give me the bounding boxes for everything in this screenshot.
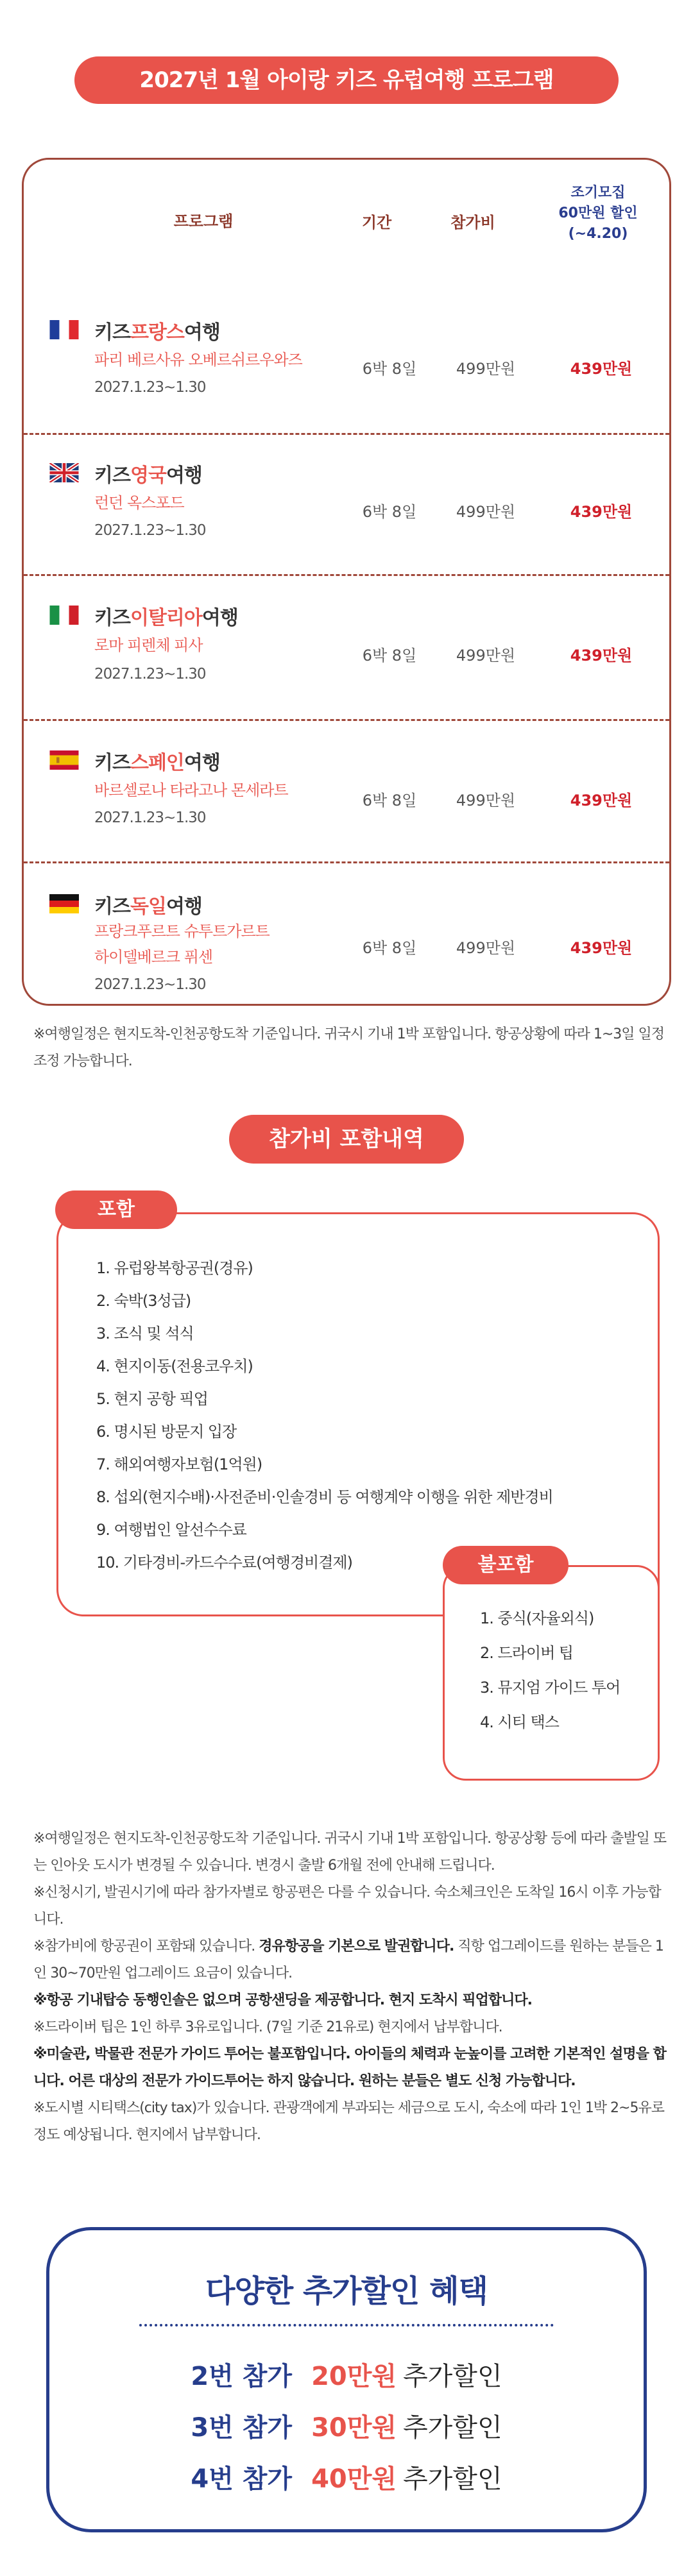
row-period: 6박 8일 (362, 647, 417, 665)
excluded-label: 불포함 (443, 1546, 569, 1584)
spain-flag-icon (49, 750, 79, 770)
row-fee: 499만원 (456, 939, 516, 957)
header-period: 기간 (361, 214, 392, 232)
header-program: 프로그램 (173, 212, 234, 230)
row-fee: 499만원 (456, 647, 516, 665)
row-title: 키즈영국여행 (94, 464, 202, 487)
row-date: 2027.1.23~1.30 (94, 976, 206, 993)
table-row (24, 433, 669, 574)
france-flag-icon (49, 320, 79, 339)
row-cities: 런던 옥스포드 (94, 494, 184, 512)
note-city-tax: ※도시별 시티택스(city tax)가 있습니다. 관광객에게 부과되는 세금으로 도시, 숙소에 따라 1인 1박 2~5유로 정도 예상됩니다. 현지에서 납부합니다. (33, 2100, 664, 2143)
note-airfare: ※참가비에 항공권이 포함돼 있습니다. 경유항공을 기본으로 발권합니다. 직항 업그레이드를 원하는 분들은 1인 30~70만원 업그레이드 요금이 있습니다. (33, 1938, 663, 1981)
row-early-price: 439만원 (570, 647, 633, 665)
row-period: 6박 8일 (362, 939, 417, 957)
discount-row: 4번 참가 40만원 추가할인 (191, 2464, 502, 2494)
header-early-line1: 조기모집 (570, 185, 626, 201)
row-date: 2027.1.23~1.30 (94, 522, 206, 539)
included-label: 포함 (55, 1191, 177, 1229)
row-title: 키즈스페인여행 (94, 752, 220, 774)
list-item: 3. 뮤지엄 가이드 투어 (480, 1679, 620, 1697)
header-early-line3: (~4.20) (568, 226, 628, 242)
list-item: 1. 유럽왕복항공권(경유) (96, 1259, 253, 1277)
divider (139, 2324, 554, 2326)
row-title: 키즈독일여행 (94, 895, 202, 918)
list-item: 2. 숙박(3성급) (96, 1292, 191, 1310)
row-period: 6박 8일 (362, 503, 417, 521)
table-row (24, 296, 669, 433)
row-fee: 499만원 (456, 792, 516, 809)
row-cities: 파리 베르사유 오베르쉬르우와즈 (94, 351, 302, 369)
list-item: 8. 섭외(현지수배)·사전준비·인솔경비 등 여행계약 이행을 위한 제반경비 (96, 1488, 553, 1506)
program-table (22, 158, 671, 1006)
list-item: 5. 현지 공항 픽업 (96, 1390, 208, 1408)
included-list (96, 1252, 553, 1579)
list-item: 10. 기타경비-카드수수료(여행경비결제) (96, 1554, 352, 1572)
table-row (24, 574, 669, 719)
list-item: 1. 중식(자율외식) (480, 1609, 594, 1627)
uk-flag-icon (49, 463, 79, 482)
list-item: 4. 현지이동(전용코우치) (96, 1357, 253, 1375)
list-item: 6. 명시된 방문지 입장 (96, 1423, 237, 1441)
notes-block (33, 1826, 669, 2149)
included-section-title: 참가비 포함내역 (229, 1115, 464, 1164)
row-period: 6박 8일 (362, 792, 417, 809)
note-driver-tip: ※드라이버 팁은 1인 하루 3유로입니다. (7일 기준 21유로) 현지에서 납부합니다. (33, 2019, 502, 2035)
row-cities: 로마 피렌체 피사 (94, 636, 203, 654)
row-fee: 499만원 (456, 503, 516, 521)
row-early-price: 439만원 (570, 503, 633, 521)
schedule-note: ※여행일정은 현지도착-인천공항도착 기준입니다. 귀국시 기내 1박 포함입니다. 항공상황에 따라 1~3일 일정조정 가능합니다. (33, 1026, 665, 1069)
table-header (24, 160, 669, 296)
header-fee: 참가비 (450, 214, 495, 232)
row-period: 6박 8일 (362, 360, 417, 378)
row-date: 2027.1.23~1.30 (94, 379, 206, 396)
note-schedule: ※여행일정은 현지도착-인천공항도착 기준입니다. 귀국시 기내 1박 포함입니다. 항공상황 등에 따라 출발일 또는 인아웃 도시가 변경될 수 있습니다. 변경시 출발 6개월 전에 안내해 드립니다. (33, 1831, 667, 1874)
note-flight: ※신청시기, 발권시기에 따라 참가자별로 항공편은 다를 수 있습니다. 숙소체크인은 도착일 16시 이후 가능합니다. (33, 1885, 661, 1928)
table-row (24, 719, 669, 861)
table-row (24, 861, 669, 1006)
row-date: 2027.1.23~1.30 (94, 666, 206, 682)
page-title: 2027년 1월 아이랑 키즈 유럽여행 프로그램 (74, 56, 619, 104)
note-guide-tour: ※미술관, 박물관 전문가 가이드 투어는 불포함입니다. 아이들의 체력과 눈높이를 고려한 기본적인 설명을 합니다. 어른 대상의 전문가 가이드투어는 하지 않습니다. 원하는 분들은 별도 신청 가능합니다. (33, 2046, 666, 2089)
list-item: 3. 조식 및 석식 (96, 1325, 194, 1343)
header-early-line2: 60만원 할인 (558, 205, 638, 221)
discount-row: 2번 참가 20만원 추가할인 (191, 2362, 502, 2391)
discount-box (46, 2227, 647, 2532)
list-item: 4. 시티 택스 (480, 1713, 559, 1731)
row-cities: 프랑크푸르트 슈투트가르트 하이델베르크 퓌센 (94, 922, 270, 966)
row-early-price: 439만원 (570, 939, 633, 957)
list-item: 2. 드라이버 팁 (480, 1644, 574, 1662)
header-early-discount (550, 183, 646, 244)
row-title: 키즈이탈리아여행 (94, 607, 238, 629)
row-early-price: 439만원 (570, 360, 633, 378)
list-item: 7. 해외여행자보험(1억원) (96, 1455, 262, 1473)
note-escort: ※항공 기내탑승 동행인솔은 없으며 공항샌딩을 제공합니다. 현지 도착시 픽업합니다. (33, 1992, 532, 2008)
excluded-list (480, 1601, 620, 1740)
italy-flag-icon (49, 606, 79, 625)
row-date: 2027.1.23~1.30 (94, 809, 206, 826)
row-title: 키즈프랑스여행 (94, 321, 220, 344)
row-fee: 499만원 (456, 360, 516, 378)
row-cities: 바르셀로나 타라고나 몬세라트 (94, 781, 288, 799)
discount-title: 다양한 추가할인 혜택 (205, 2273, 488, 2309)
row-early-price: 439만원 (570, 792, 633, 809)
germany-flag-icon (49, 894, 79, 913)
discount-row: 3번 참가 30만원 추가할인 (191, 2413, 502, 2443)
list-item: 9. 여행법인 알선수수료 (96, 1521, 246, 1539)
